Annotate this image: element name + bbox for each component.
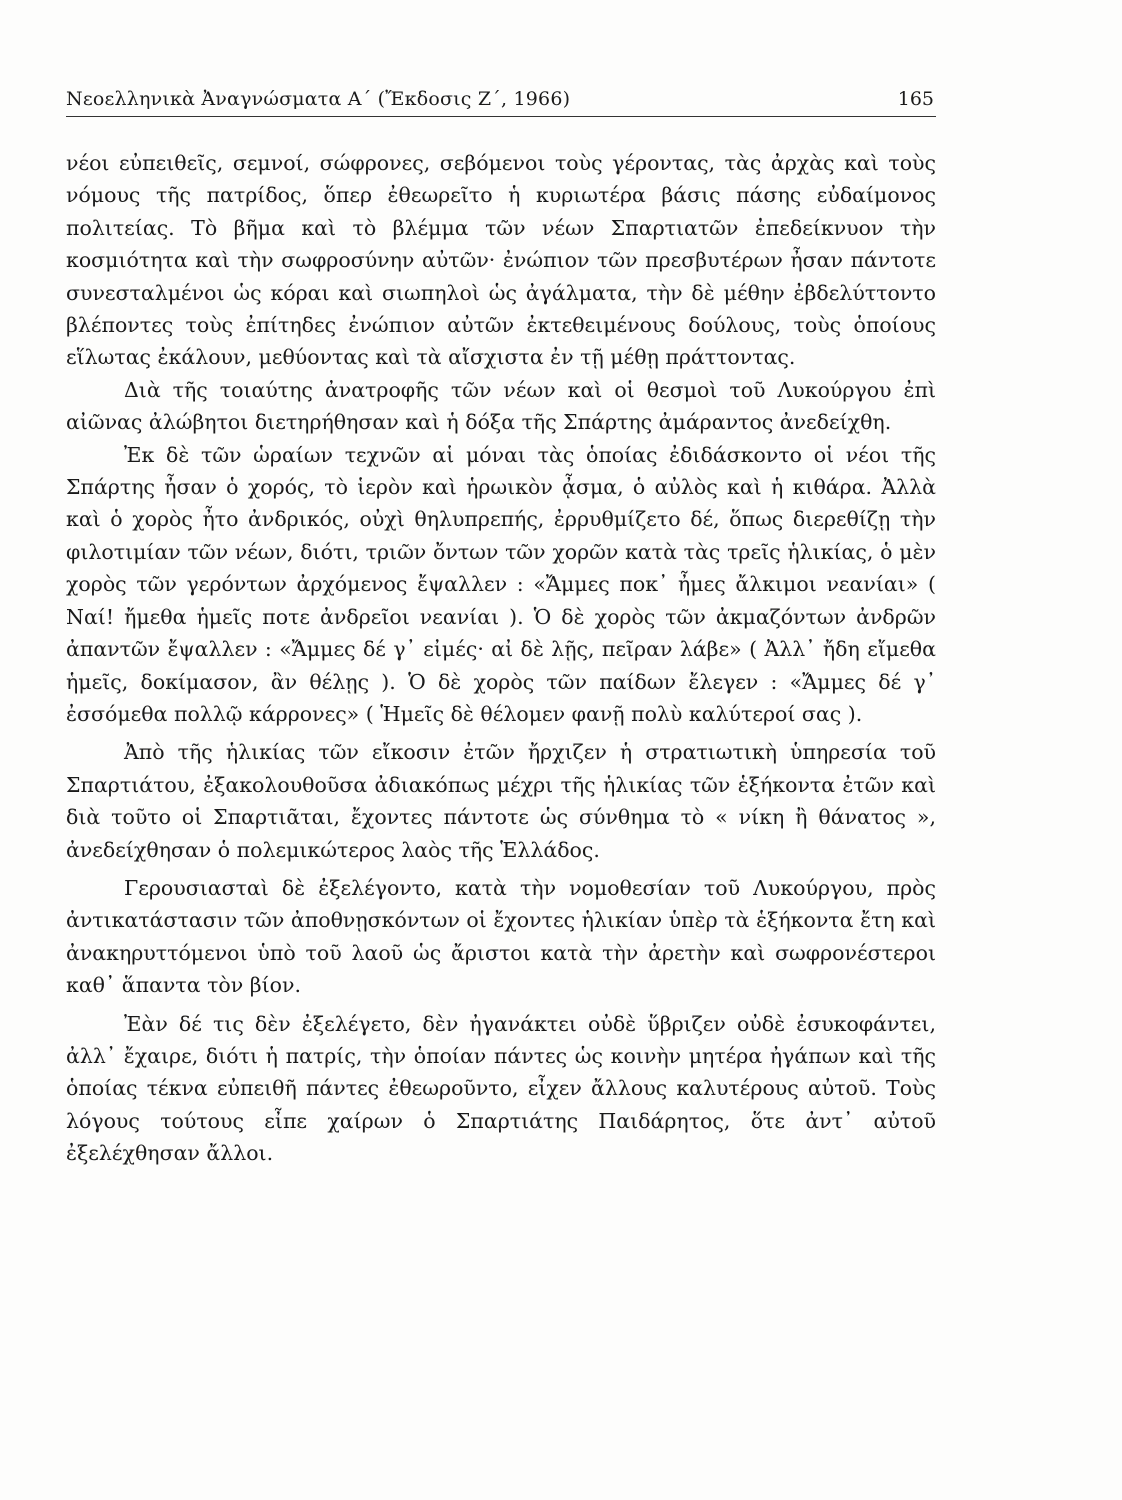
body-text xyxy=(66,147,936,1170)
paragraph-continued: νέοι εὐπειθεῖς, σεμνοί, σώφρονες, σεβόμενοι τοὺς γέροντας, τὰς ἀρχὰς καὶ τοὺς νόμους τῆς πατρίδος, ὅπερ ἐθεωρεῖτο ἡ κυριωτέρα βάσις πάσης εὐδαίμονος πολιτείας. Τὸ βῆμα καὶ τὸ βλέμμα τῶν νέων Σπαρτιατῶν ἐπεδείκνυον τὴν κοσμιότητα καὶ τὴν σωφροσύνην αὐτῶν· ἐνώπιον τῶν πρεσβυτέρων ἦσαν πάντοτε συνεσταλμένοι ὡς κόραι καὶ σιωπηλοὶ ὡς ἀγάλματα, τὴν δὲ μέθην ἐβδελύττοντο βλέποντες τοὺς ἐπίτηδες ἐνώπιον αὐτῶν ἐκτεθειμένους δούλους, τοὺς ὁποίους εἵλωτας ἐκάλουν, μεθύοντας καὶ τὰ αἴσχιστα ἐν τῇ μέθῃ πράττοντας. xyxy=(66,151,936,370)
paragraph: Ἐκ δὲ τῶν ὡραίων τεχνῶν αἱ μόναι τὰς ὁποίας ἐδιδάσκοντο οἱ νέοι τῆς Σπάρτης ἦσαν ὁ χορός, τὸ ἱερὸν καὶ ἡρωικὸν ᾆσμα, ὁ αὐλὸς καὶ ἡ κιθάρα. Ἀλλὰ καὶ ὁ χορὸς ἦτο ἀνδρικός, οὐχὶ θηλυπρεπής, ἐρρυθμίζετο δέ, ὅπως διερεθίζῃ τὴν φιλοτιμίαν τῶν νέων, διότι, τριῶν ὄντων τῶν χορῶν κατὰ τὰς τρεῖς ἡλικίας, ὁ μὲν χορὸς τῶν γερόντων ἀρχόμενος ἔψαλλεν : «Ἄμμες ποκ᾽ ἦμες ἄλκιμοι νεανίαι» ( Ναί! ἤμεθα ἡμεῖς ποτε ἀνδρεῖοι νεανίαι ). Ὁ δὲ χορὸς τῶν ἀκμαζόντων ἀνδρῶν ἀπαντῶν ἔψαλλεν : «Ἄμμες δέ γ᾽ εἰμές· αἰ δὲ λῇς, πεῖραν λάβε» ( Ἀλλ᾽ ἤδη εἴμεθα ἡμεῖς, δοκίμασον, ἂν θέλῃς ). Ὁ δὲ χορὸς τῶν παίδων ἔλεγεν : «Ἄμμες δέ γ᾽ ἐσσόμεθα πολλῷ κάρρονες» ( Ἡμεῖς δὲ θέλομεν φανῇ πολὺ καλύτεροί σας ). xyxy=(66,442,936,726)
page-number: 165 xyxy=(897,88,934,110)
running-title: Νεοελληνικὰ Ἀναγνώσματα Α΄ (Ἔκδοσις Ζ΄, 1966) xyxy=(66,88,571,110)
paragraph: Ἐὰν δέ τις δὲν ἐξελέγετο, δὲν ἠγανάκτει οὐδὲ ὕβριζεν οὐδὲ ἐσυκοφάντει, ἀλλ᾽ ἔχαιρε, διότι ἡ πατρίς, τὴν ὁποίαν πάντες ὡς κοινὴν μητέρα ἠγάπων καὶ τῆς ὁποίας τέκνα εὐπειθῆ πάντες ἐθεωροῦντο, εἶχεν ἄλλους καλυτέρους αὐτοῦ. Τοὺς λόγους τούτους εἶπε χαίρων ὁ Σπαρτιάτης Παιδάρητος, ὅτε ἀντ᾽ αὐτοῦ ἐξελέχθησαν ἄλλοι. xyxy=(66,1011,936,1166)
paragraph: Ἀπὸ τῆς ἡλικίας τῶν εἴκοσιν ἐτῶν ἤρχιζεν ἡ στρατιωτικὴ ὑπηρεσία τοῦ Σπαρτιάτου, ἐξακολουθοῦσα ἀδιακόπως μέχρι τῆς ἡλικίας τῶν ἑξήκοντα ἐτῶν καὶ διὰ τοῦτο οἱ Σπαρτιᾶται, ἔχοντες πάντοτε ὡς σύνθημα τὸ « νίκη ἢ θάνατος », ἀνεδείχθησαν ὁ πολεμικώτερος λαὸς τῆς Ἑλλάδος. xyxy=(66,740,936,862)
running-header xyxy=(66,86,936,117)
paragraph: Διὰ τῆς τοιαύτης ἀνατροφῆς τῶν νέων καὶ οἱ θεσμοὶ τοῦ Λυκούργου ἐπὶ αἰῶνας ἀλώβητοι διετηρήθησαν καὶ ἡ δόξα τῆς Σπάρτης ἀμάραντος ἀνεδείχθη. xyxy=(66,377,936,435)
paragraph: Γερουσιασταὶ δὲ ἐξελέγοντο, κατὰ τὴν νομοθεσίαν τοῦ Λυκούργου, πρὸς ἀντικατάστασιν τῶν ἀποθνῃσκόντων οἱ ἔχοντες ἡλικίαν ὑπὲρ τὰ ἑξήκοντα ἔτη καὶ ἀνακηρυττόμενοι ὑπὸ τοῦ λαοῦ ὡς ἄριστοι κατὰ τὴν ἀρετὴν καὶ σωφρονέστεροι καθ᾽ ἅπαντα τὸν βίον. xyxy=(66,875,936,998)
